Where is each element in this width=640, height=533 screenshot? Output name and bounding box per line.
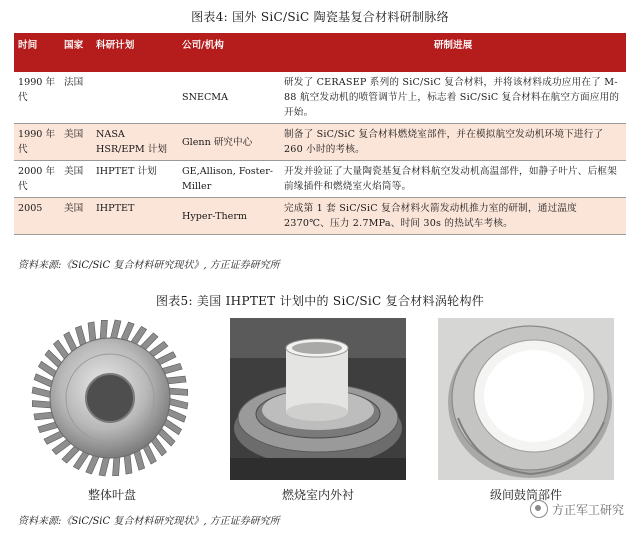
caption-interstage-drum: 级间鼓筒部件	[489, 488, 562, 502]
cell-progress: 完成第 1 套 SiC/SiC 复合材料火箭发动机推力室的研制，通过温度 2370℃、压力 2.7MPa、时间 30s 的热试车考核。	[280, 198, 626, 235]
figure5-title: 图表5: 美国 IHPTET 计划中的 SiC/SiC 复合材料涡轮构件	[155, 294, 485, 308]
table-row	[14, 124, 626, 161]
blisk-photo	[24, 318, 200, 480]
cell-time: 1990 年代	[14, 72, 60, 124]
cell-program: IHPTET	[92, 198, 178, 235]
table-row	[14, 72, 626, 124]
caption-combustor-liner: 燃烧室内外衬	[281, 488, 354, 502]
cell-program: IHPTET 计划	[92, 161, 178, 198]
cell-program: NASA HSR/EPM 计划	[92, 124, 178, 161]
watermark	[530, 500, 624, 518]
watermark-text: 方正军工研究	[551, 502, 624, 517]
header-program: 科研计划	[92, 34, 178, 72]
figure4-source: 资料来源:《SiC/SiC 复合材料研究现状》, 方正证券研究所	[18, 260, 280, 271]
header-country: 国家	[60, 34, 92, 72]
cell-time: 2005	[14, 198, 60, 235]
cell-country: 美国	[60, 198, 92, 235]
table-header-row	[14, 34, 626, 72]
cell-program	[92, 72, 178, 124]
cell-progress: 开发并验证了大量陶瓷基复合材料航空发动机高温部件，如静子叶片、后框架前缘插件和燃烧室火焰筒等。	[280, 161, 626, 198]
cell-institution: Glenn 研究中心	[178, 124, 280, 161]
cell-country: 美国	[60, 161, 92, 198]
header-time: 时间	[14, 34, 60, 72]
cell-time: 1990 年代	[14, 124, 60, 161]
wechat-logo-icon	[530, 500, 548, 518]
cell-institution: GE,Allison, Foster-Miller	[178, 161, 280, 198]
caption-blisk: 整体叶盘	[87, 488, 136, 502]
figure4-title: 图表4: 国外 SiC/SiC 陶瓷基复合材料研制脉络	[191, 10, 449, 24]
table-row	[14, 161, 626, 198]
cell-time: 2000 年代	[14, 161, 60, 198]
cell-progress: 制备了 SiC/SiC 复合材料燃烧室部件，并在模拟航空发动机环境下进行了 260 小时的考核。	[280, 124, 626, 161]
cell-institution: Hyper-Therm	[178, 198, 280, 235]
cell-country: 法国	[60, 72, 92, 124]
cell-institution: SNECMA	[178, 72, 280, 124]
development-table	[14, 34, 626, 235]
table-row	[14, 198, 626, 235]
cell-progress: 研发了 CERASEP 系列的 SiC/SiC 复合材料，并将该材料成功应用在了 M-88 航空发动机的喷管调节片上，标志着 SiC/SiC 复合材料在航空方面应用的开始。	[280, 72, 626, 124]
interstage-drum-photo	[438, 318, 614, 480]
cell-country: 美国	[60, 124, 92, 161]
header-progress: 研制进展	[280, 34, 626, 72]
combustor-liner-photo	[230, 318, 406, 480]
header-institution: 公司/机构	[178, 34, 280, 72]
figure5-source: 资料来源:《SiC/SiC 复合材料研究现状》, 方正证券研究所	[18, 516, 280, 527]
